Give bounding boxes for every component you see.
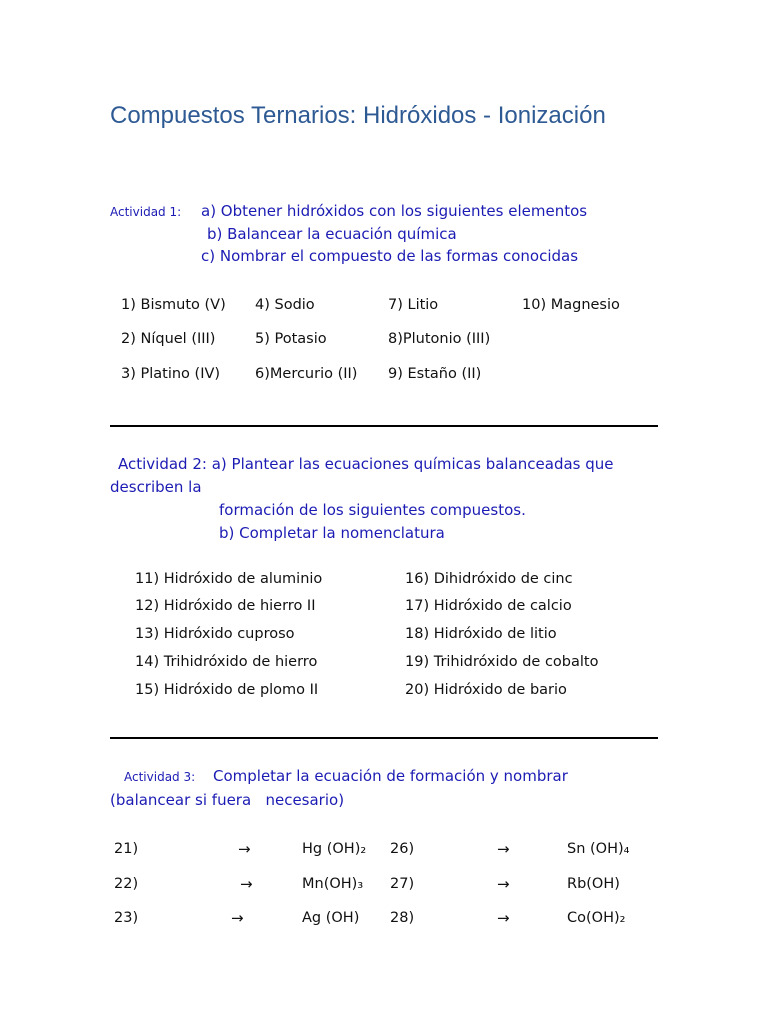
equation-number: 28) bbox=[390, 910, 415, 926]
element-item: 5) Potasio bbox=[255, 331, 327, 347]
arrow-icon: → bbox=[497, 840, 510, 858]
compound-item: 18) Hidróxido de litio bbox=[405, 626, 557, 642]
compound-item: 15) Hidróxido de plomo II bbox=[135, 682, 319, 698]
actividad-1-line-a: a) Obtener hidróxidos con los siguientes elementos bbox=[201, 202, 588, 220]
actividad-2-line-3: formación de los siguientes compuestos. bbox=[219, 501, 526, 519]
arrow-icon: → bbox=[231, 909, 244, 927]
actividad-2-line-2: describen la bbox=[110, 478, 202, 496]
element-item: 4) Sodio bbox=[255, 297, 315, 313]
element-item: 1) Bismuto (V) bbox=[121, 297, 226, 313]
compound-item: 17) Hidróxido de calcio bbox=[405, 598, 572, 614]
equation-number: 27) bbox=[390, 876, 415, 892]
element-item: 9) Estaño (II) bbox=[388, 366, 482, 382]
actividad-2-line-1: Actividad 2: a) Plantear las ecuaciones químicas balanceadas que bbox=[118, 455, 614, 473]
actividad-1-label: Actividad 1: bbox=[110, 205, 182, 219]
section-divider bbox=[110, 737, 658, 739]
element-item: 6)Mercurio (II) bbox=[255, 366, 358, 382]
element-item: 3) Platino (IV) bbox=[121, 366, 221, 382]
arrow-icon: → bbox=[497, 875, 510, 893]
compound-item: 13) Hidróxido cuproso bbox=[135, 626, 295, 642]
section-divider bbox=[110, 425, 658, 427]
formula: Rb(OH) bbox=[567, 876, 620, 892]
equation-number: 23) bbox=[114, 910, 139, 926]
element-item: 8)Plutonio (III) bbox=[388, 331, 491, 347]
compound-item: 12) Hidróxido de hierro II bbox=[135, 598, 316, 614]
actividad-3-line-2: (balancear si fuera necesario) bbox=[110, 791, 345, 809]
actividad-2-line-4: b) Completar la nomenclatura bbox=[219, 524, 445, 542]
arrow-icon: → bbox=[497, 909, 510, 927]
compound-item: 19) Trihidróxido de cobalto bbox=[405, 654, 599, 670]
compound-item: 16) Dihidróxido de cinc bbox=[405, 571, 573, 587]
actividad-1-line-c: c) Nombrar el compuesto de las formas conocidas bbox=[201, 247, 579, 265]
formula: Hg (OH)₂ bbox=[302, 841, 367, 857]
equation-number: 26) bbox=[390, 841, 415, 857]
element-item: 2) Níquel (III) bbox=[121, 331, 216, 347]
page-title: Compuestos Ternarios: Hidróxidos - Ionización bbox=[110, 102, 606, 129]
formula: Ag (OH) bbox=[302, 910, 360, 926]
formula: Mn(OH)₃ bbox=[302, 876, 364, 892]
element-item: 7) Litio bbox=[388, 297, 439, 313]
equation-number: 21) bbox=[114, 841, 139, 857]
formula: Co(OH)₂ bbox=[567, 910, 626, 926]
element-item: 10) Magnesio bbox=[522, 297, 620, 313]
equation-number: 22) bbox=[114, 876, 139, 892]
actividad-3-line-1: Completar la ecuación de formación y nombrar bbox=[213, 767, 568, 785]
actividad-3-label: Actividad 3: bbox=[124, 770, 196, 784]
arrow-icon: → bbox=[240, 875, 253, 893]
actividad-1-line-b: b) Balancear la ecuación química bbox=[207, 225, 457, 243]
compound-item: 11) Hidróxido de aluminio bbox=[135, 571, 323, 587]
compound-item: 20) Hidróxido de bario bbox=[405, 682, 567, 698]
arrow-icon: → bbox=[238, 840, 251, 858]
compound-item: 14) Trihidróxido de hierro bbox=[135, 654, 318, 670]
formula: Sn (OH)₄ bbox=[567, 841, 630, 857]
